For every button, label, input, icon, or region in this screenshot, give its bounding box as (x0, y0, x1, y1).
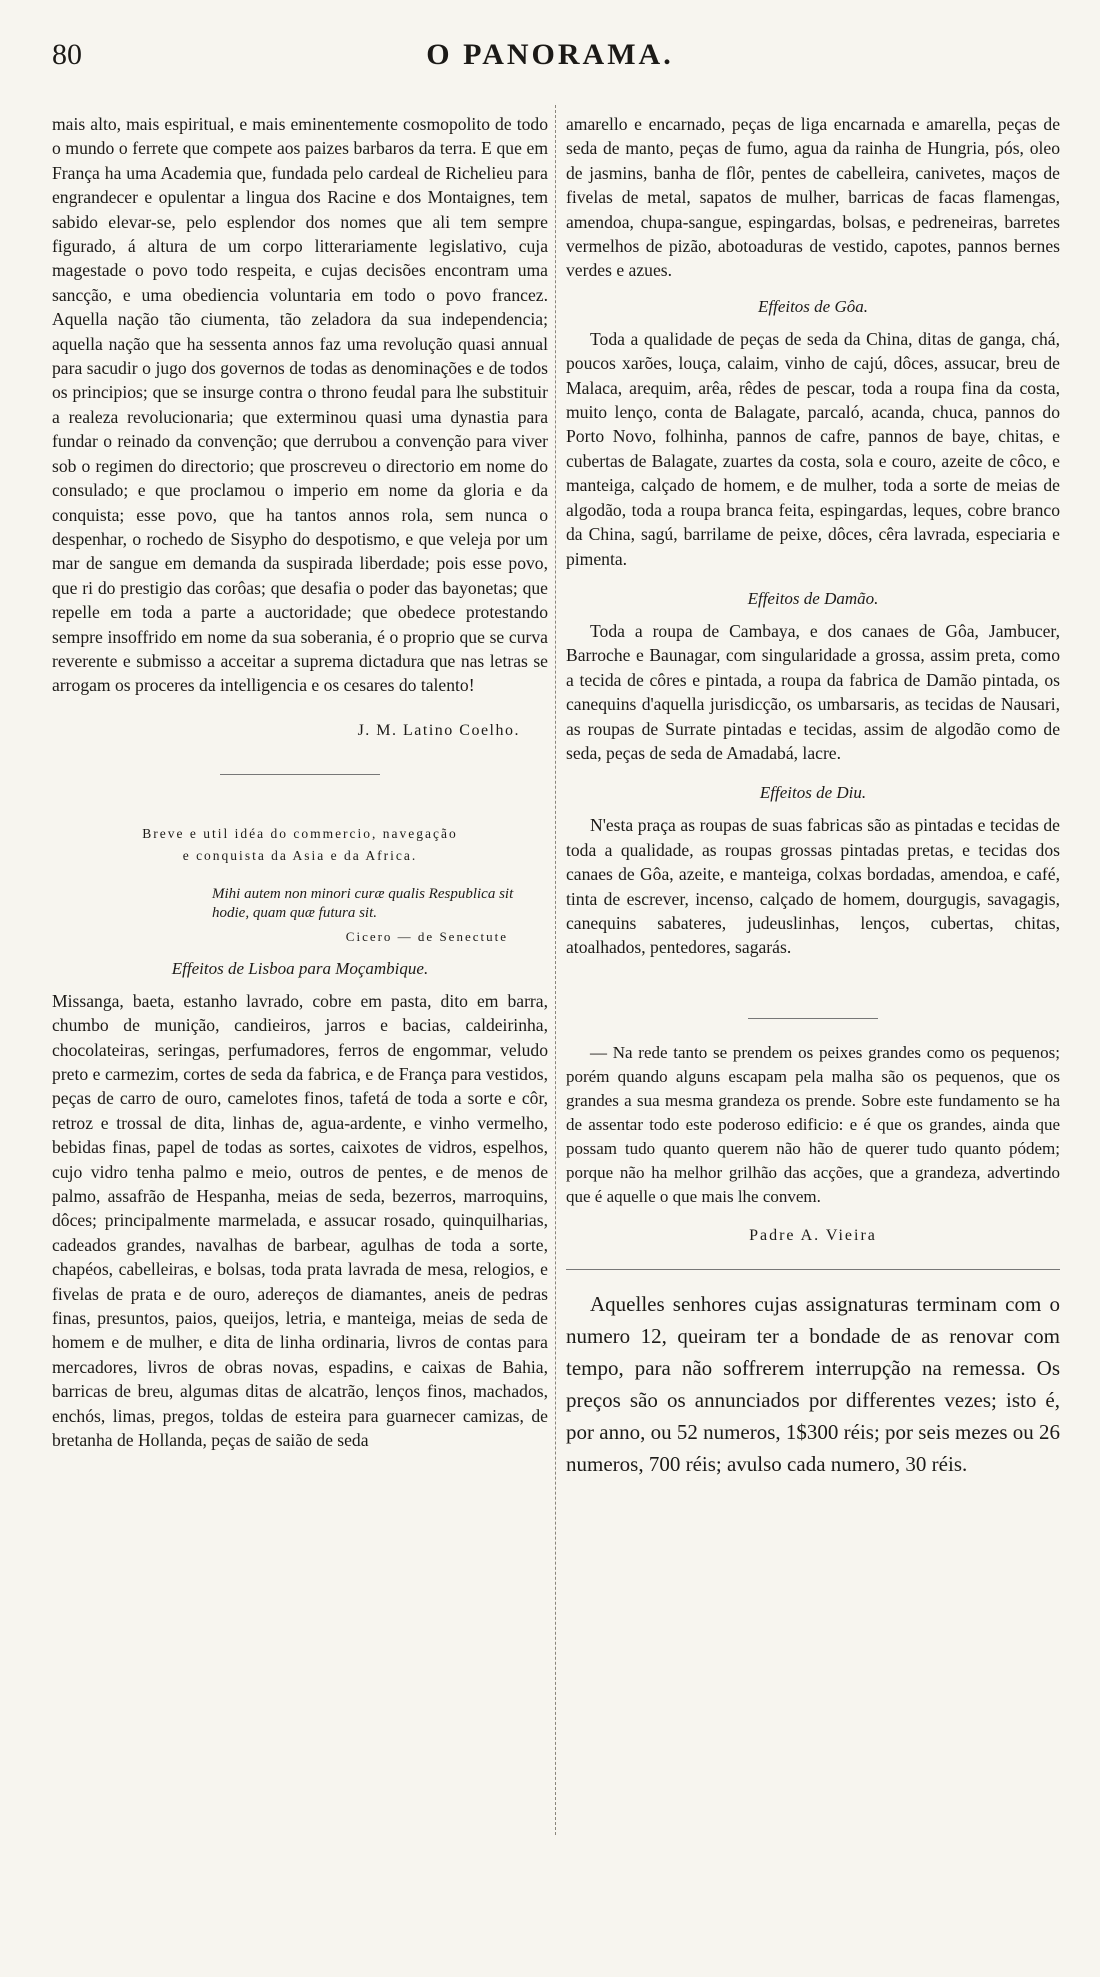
page-number: 80 (52, 38, 82, 71)
essay-paragraph: mais alto, mais espiritual, e mais eminentemente cosmopolito de todo o mundo o ferrete que compete aos paizes barbaros da terra. E que em França ha uma Academia que, fundada pelo cardeal de Richelieu para engrandecer e opulentar a lingua dos Racine e dos Montaignes, tem sabido elevar-se, pelo esplendor dos nomes que ali tem sempre figurado, á altura de um corpo litterariamente legislativo, cuja magestade o povo todo respeita, e cujas decisões encontram uma sancção, e uma obediencia voluntaria em todo o povo francez. Aquella nação tão ciumenta, tão zeladora da sua independencia; aquella nação que ha sessenta annos faz uma revolução quasi annual para sacudir o jugo dos governos de todas as denominações e de todos os principios; que se insurge contra o throno feudal para lhe substituir a realeza revolucionaria; que exterminou quasi uma dynastia para fundar o reinado da convenção; que derrubou a convenção para viver sob o regimen do directorio; que proscreveu o directorio em nome do consulado; e que proclamou o imperio em nome da gloria e da conquista; esse povo, que ha tantos annos rola, sem nunca o despenhar, o rochedo de Sisypho do despotismo, e que veleja por um mar de sangue em demanda da suspirada liberdade; pois esse povo, que ri do prestigio das corôas; que desafia o poder das bayonetas; que repelle em toda a parte a auctoridade; que obedece protestando sempre insoffrido em nome da sua soberania, é o proprio que se curva reverente e submisso a acceitar a suprema dictadura que nas letras se arrogam os proceres da intelligencia e os cesares do talento! (52, 114, 548, 696)
section-heading-lisboa: Effeitos de Lisboa para Moçambique. (171, 958, 429, 978)
article-title-line-1: Breve e util idéa do commercio, navegação (142, 825, 458, 841)
diu-goods-paragraph: N'esta praça as roupas de suas fabricas são as pintadas e tecidas de toda a qualidade, as roupas grossas pintadas pretas, e tecidas dos canaes de Gôa, azeite, e manteiga, colxas bordadas, amendoa, e café, tinta de escrever, incenso, calçado de homem, dourgugis, savagagis, canequins sabateres, judeuslinhas, lenços, cubertas, chitas, atoalhados, pentedores, sagarás. (566, 815, 1060, 958)
section-heading-damao: Effeitos de Damão. (747, 588, 879, 608)
quote-signature: Padre A. Vieira (749, 1226, 877, 1244)
column-divider (555, 105, 556, 1835)
article-title (52, 823, 548, 867)
section-heading-goa: Effeitos de Gôa. (757, 296, 868, 316)
damao-goods-paragraph: Toda a roupa de Cambaya, e dos canaes de Gôa, Jambucer, Barroche e Baunagar, com singularidade a grossa, assim preta, como a tecida de côres e pintada, a roupa da fabrica de Damão pintada, os canequins d'aquella jurisdicção, os umbarsaris, as tecidas de Nausari, as roupas de Surrate pintadas e tecidas, assim de algodão como de seda, peças de seda de Amadabá, lacre. (566, 620, 1060, 763)
subscription-notice: Aquelles senhores cujas assignaturas terminam com o numero 12, queiram ter a bondade de as renovar com tempo, para não soffrerem interrupção na remessa. Os preços são os annunciados por differentes vezes; isto é, por anno, ou 52 numeros, 1$300 réis; por seis mezes ou 26 numeros, 700 réis; avulso cada numero, 30 réis. (566, 1291, 1061, 1476)
vieira-quote: — Na rede tanto se prendem os peixes grandes como os pequenos; porém quando alguns escapam pela malha são os pequenos, que os grandes a sua mesma grandeza os prende. Sobre este fundamento se ha de assentar todo este poderoso edificio: e é que os grandes, ainda que possam tudo quanto querem não hão de querer tudo quanto pódem; porque não ha melhor grilhão das acções, que a grandeza, advertindo que é aquelle o que mais lhe convem. (566, 1042, 1060, 1206)
section-separator (748, 1018, 878, 1019)
section-separator (566, 1269, 1060, 1270)
section-heading-diu: Effeitos de Diu. (759, 783, 867, 803)
goods-list-paragraph: Missanga, baeta, estanho lavrado, cobre em pasta, dito em barra, chumbo de munição, candieiros, jarros e bacias, caldeirinha, chocolateiras, seringas, perfumadores, ferros de engommar, veludo preto e carmezim, cortes de seda da fabrica, e de França para vestidos, peças de carro de ouro, camelotes finos, tafetá de toda a sorte e côr, retroz e trossal de dita, linhas de, agua-ardente, e vinho vermelho, bebidas finas, papel de todas as sortes, caixotes de vidros, espelhos, cujo vidro tenha palmo e meio, outros de pentes, e de menos de palmo, assafrão de Hespanha, meias de seda, bezerros, marroquins, dôces; principalmente marmelada, e assucar rosado, quinquilharias, cadeados grandes, navalhas de barbear, agulhas de toda a sorte, chapéos, cabelleiras, e bolsas, toda prata lavrada de mesa, relogios, e fivelas de prata e de ouro, adereços de diamantes, aneis de pedras finas, presuntos, paios, queijos, letria, e manteiga, meias de seda de homem e de mulher, e dita de linha ordinaria, livros de contas para mercadores, livros de obras novas, espadins, e caixas de Bahia, barricas de breu, algumas ditas de alcatrão, lenços finos, machados, enchós, limas, pregos, toldas de esteira para guarnecer camizas, de bretanha de Hollanda, peças de saião de seda (52, 990, 548, 1451)
right-column (566, 112, 1060, 1480)
epigraph: Mihi autem non minori curæ qualis Respublica sit hodie, quam quæ futura sit. (212, 885, 514, 921)
article-title-line-2: e conquista da Asia e da Africa. (182, 847, 418, 863)
epigraph-source: Cicero — de Senectute (345, 928, 508, 944)
goods-list-continuation: amarello e encarnado, peças de liga encarnada e amarella, peças de seda de manto, peças de fumo, agua da rainha de Hungria, pós, oleo de jasmins, banha de flôr, pentes de cabelleira, canivetes, maços de fivelas de metal, sapatos de mulher, barricas de facas flamengas, amendoa, chupa-sangue, espingardas, bolsas, e pedreneiras, barretes vermelhos de pizão, abotoaduras de vestido, capotes, pannos bernes verdes e azues. (566, 114, 1060, 281)
section-separator (220, 774, 380, 775)
author-signature: J. M. Latino Coelho. (357, 721, 520, 739)
left-column (52, 112, 548, 1452)
goa-goods-paragraph: Toda a qualidade de peças de seda da China, ditas de ganga, chá, poucos xarões, louça, calaim, vinho de cajú, dôces, assucar, breu de Malaca, arequim, arêa, rêdes de pescar, toda a roupa fina da costa, muito lenço, conta de Balagate, parcaló, acanda, chuca, pannos do Porto Novo, folhinha, pannos de cafre, pannos de baye, chitas, e cubertas de Balagate, zuartes da costa, sola e couro, azeite de côco, e manteiga, calçado de homem, e de mulher, toda a sorte de meias de algodão, toda a roupa branca feita, espingardas, leques, cobre branco da China, sagú, barrilame de peixe, dôces, cêra lavrada, especiaria e pimenta. (566, 328, 1060, 569)
masthead-title: O PANORAMA. (426, 38, 674, 71)
